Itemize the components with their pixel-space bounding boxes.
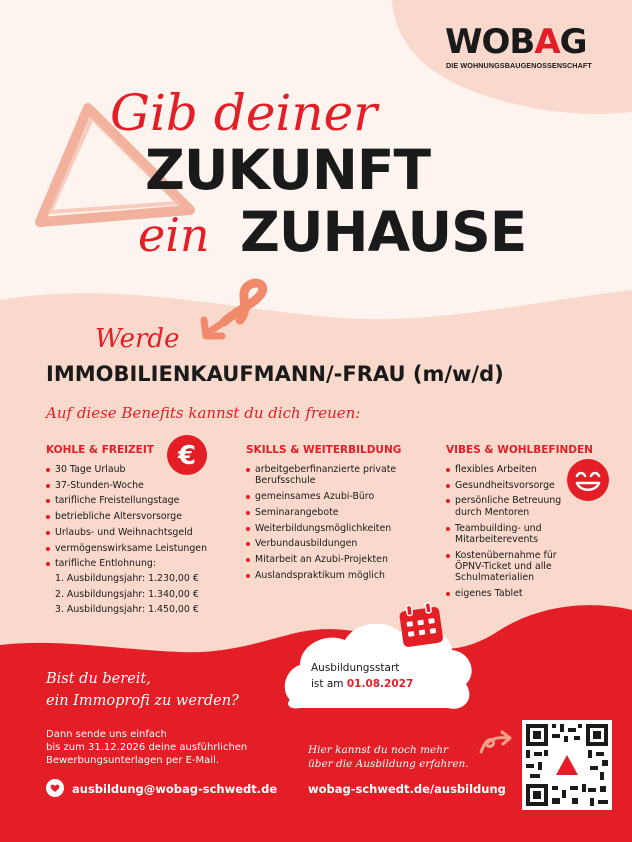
apply-text: [46, 728, 247, 767]
list-item: Urlaubs- und Weihnachtsgeld: [46, 527, 236, 538]
more-info-text: [308, 744, 469, 771]
list-kohle: [46, 464, 236, 574]
wobag-logo: [445, 22, 587, 62]
logo-text-accent: A: [534, 22, 560, 62]
arrow-down-left-icon: [200, 278, 276, 342]
list-skills: [246, 464, 416, 585]
list-item: eigenes Tablet: [446, 588, 564, 599]
column-heading-kohle: KOHLE & FREIZEIT: [46, 444, 154, 456]
list-item: persönliche Betreuung durch Mentoren: [446, 495, 564, 518]
list-item: Auslandspraktikum möglich: [246, 570, 416, 581]
headline-script-1: Gib deiner: [110, 84, 378, 142]
arrow-right-icon: [478, 728, 516, 758]
email-link[interactable]: ausbildung@wobag-schwedt.de: [72, 782, 278, 796]
heart-mail-icon: [46, 779, 64, 797]
salary-year-1: 1. Ausbildungsjahr: 1.230,00 €: [55, 573, 199, 584]
list-item: gemeinsames Azubi-Büro: [246, 491, 416, 502]
list-item: Kostenübernahme für ÖPNV-Ticket und alle Schulmaterialien: [446, 550, 564, 584]
svg-text:€: €: [177, 441, 197, 471]
apply-line-3: Bewerbungsunterlagen per E-Mail.: [46, 755, 220, 766]
list-item: Verbundausbildungen: [246, 538, 416, 549]
more-info-line-1: Hier kannst du noch mehr: [308, 744, 449, 756]
list-item: Gesundheitsvorsorge: [446, 480, 564, 491]
headline-script-2: ein: [138, 208, 210, 262]
list-item: 37-Stunden-Woche: [46, 480, 236, 491]
headline-bold-1: ZUKUNFT: [145, 138, 430, 202]
cta-question-line-1: Bist du bereit,: [46, 671, 151, 687]
list-item: Weiterbildungsmöglichkeiten: [246, 523, 416, 534]
website-link[interactable]: wobag-schwedt.de/ausbildung: [308, 782, 506, 796]
cta-question: [46, 668, 239, 712]
qr-code[interactable]: [522, 720, 612, 810]
start-label: Ausbildungsstart: [311, 662, 400, 674]
start-date-line: [311, 678, 413, 690]
job-intro: Werde: [95, 324, 180, 354]
list-item: vermögenswirksame Leistungen: [46, 543, 236, 554]
list-item: tarifliche Entlohnung:: [46, 558, 236, 569]
list-item: Seminarangebote: [246, 507, 416, 518]
cta-question-line-2: ein Immoprofi zu werden?: [46, 693, 239, 709]
job-title: IMMOBILIENKAUFMANN/-FRAU (m/w/d): [46, 362, 504, 386]
list-item: arbeitgeberfinanzierte private Berufsschule: [246, 464, 416, 487]
more-info-line-2: über die Ausbildung erfahren.: [308, 757, 469, 770]
column-heading-vibes: VIBES & WOHLBEFINDEN: [446, 444, 593, 456]
start-date-prefix: ist am: [311, 678, 347, 690]
logo-text-prefix: WOB: [445, 22, 535, 62]
apply-line-2: bis zum 31.12.2026 deine ausführlichen: [46, 742, 248, 753]
list-item: flexibles Arbeiten: [446, 464, 564, 475]
salary-list: [55, 571, 199, 618]
list-vibes: [446, 464, 564, 604]
list-item: tarifliche Freistellungstage: [46, 495, 236, 506]
column-heading-skills: SKILLS & WEITERBILDUNG: [246, 444, 402, 456]
logo-text-suffix: G: [559, 22, 587, 62]
headline-bold-2: ZUHAUSE: [240, 200, 527, 264]
list-item: betriebliche Altersvorsorge: [46, 511, 236, 522]
salary-year-2: 2. Ausbildungsjahr: 1.340,00 €: [55, 588, 199, 600]
start-date: 01.08.2027: [346, 678, 414, 690]
benefits-intro: Auf diese Benefits kannst du dich freuen:: [46, 404, 361, 422]
calendar-icon: [396, 600, 446, 650]
list-item: Mitarbeit an Azubi-Projekten: [246, 554, 416, 565]
salary-year-3: 3. Ausbildungsjahr: 1.450,00 €: [55, 604, 199, 615]
list-item: Teambuilding- und Mitarbeiterevents: [446, 523, 564, 546]
apply-line-1: Dann sende uns einfach: [46, 729, 167, 740]
smiley-icon: [566, 458, 610, 502]
list-item: 30 Tage Urlaub: [46, 464, 236, 475]
logo-tagline: DIE WOHNUNGSBAUGENOSSENSCHAFT: [446, 61, 592, 70]
